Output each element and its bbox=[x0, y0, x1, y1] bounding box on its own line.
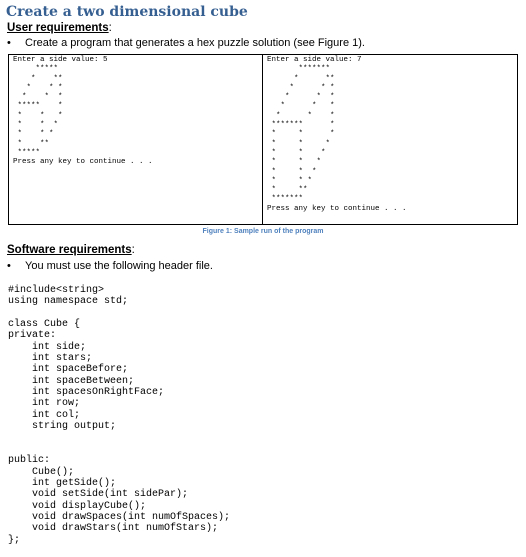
console-output-side-7: Enter a side value: 7 ******* * ** * * * * * * * * * * * * ******* * * * * * * * * * * * * * * * * * * * * ** ******* Press any key to continue . . . bbox=[267, 56, 407, 213]
user-requirements-label: User requirements bbox=[7, 22, 109, 34]
user-requirements-bullet-text: Create a program that generates a hex puzzle solution (see Figure 1). bbox=[25, 37, 365, 49]
figure-caption: Figure 1: Sample run of the program bbox=[202, 228, 324, 235]
bullet-icon: • bbox=[7, 37, 11, 49]
user-requirements-heading: User requirements: bbox=[7, 22, 112, 34]
user-requirements-bullet bbox=[7, 37, 365, 50]
page-title: Create a two dimensional cube bbox=[6, 4, 248, 20]
header-file-code: #include<string> using namespace std; class Cube { private: int side; int stars; int spaceBefore; int spaceBetween; int spacesOnRightFace; int row; int col; string output; public: Cube(); int getSide(); void setSide(int sidePar); void displayCube(); void drawSpaces(int numOfSpaces); void drawStars(int numOfStars); }; bbox=[8, 285, 231, 546]
sample-run-left-cell bbox=[9, 55, 263, 225]
console-output-side-5: Enter a side value: 5 ***** * ** * * * * * * ***** * * * * * * * * * * * ** ***** Press any key to continue . . . bbox=[13, 56, 153, 167]
software-requirements-heading: Software requirements: bbox=[7, 244, 135, 256]
bullet-icon: • bbox=[7, 260, 11, 272]
software-requirements-bullet-text: You must use the following header file. bbox=[25, 260, 213, 272]
sample-run-right-cell bbox=[263, 55, 518, 225]
software-requirements-label: Software requirements bbox=[7, 244, 132, 256]
software-requirements-bullet bbox=[7, 260, 213, 273]
sample-run-figure bbox=[8, 54, 518, 225]
